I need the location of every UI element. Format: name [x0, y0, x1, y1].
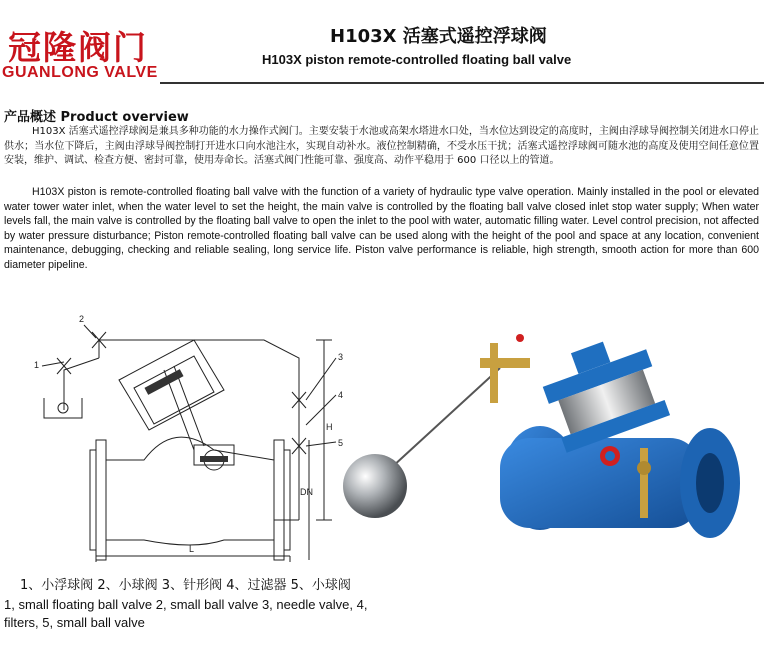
overview-heading: 产品概述 Product overview	[4, 110, 189, 125]
legend-en: 1, small floating ball valve 2, small ball valve 3, needle valve, 4, filters, 5, small ball valve	[4, 597, 368, 630]
page-title-cn: H103X 活塞式遥控浮球阀	[330, 26, 547, 47]
diagram-dim-l: L	[189, 544, 195, 554]
diagram-label-5: 5	[338, 438, 344, 448]
diagram-label-2: 2	[79, 314, 85, 324]
float-ball	[343, 454, 407, 518]
valve-section-diagram	[24, 300, 354, 568]
overview-text-en: H103X piston is remote-controlled floating ball valve with the function of a variety of hydraulic type valve operation. Mainly installed in the pool or elevated water tower water inlet, when the water level to set the height, the main valve is controlled by the floating ball valve closed inlet stop water supply; When water levels fall, the main valve is controlled by the floating ball valve to open the inlet to the pool with water, automatic filling water. Level control precision, not affected by water pressure disturbance; Piston remote-controlled floating ball valve can be used along with the height of the pool and space at any location, convenient maintenance, debugging, checking and reliable sealing, long service life. Piston valve performance is reliable, high strength, smooth action for more than 600 diameter pipeline.	[4, 186, 759, 271]
product-photo	[340, 328, 760, 568]
brand-logo-en: GUANLONG VALVE	[2, 64, 158, 81]
diagram-label-3: 3	[338, 352, 344, 362]
diagram-label-4: 4	[338, 390, 344, 400]
overview-text-cn: H103X 活塞式遥控浮球阀是兼具多种功能的水力操作式阀门。主要安装于水池或高架水塔进水口处，当水位达到设定的高度时，主阀由浮球导阀控制关闭进水口停止供水；当水位下降后，主阀由浮球导阀控制打开进水口向水池注水，实现自动补水。液位控制精确，不受水压干扰；活塞式遥控浮球阀可随水池的高度及使用空间任意位置安装，维护、调试、检查方便、密封可靠，使用寿命长。活塞式阀门性能可靠、强度高、动作平稳用于 600 口径以上的管道。	[4, 126, 759, 166]
header-divider	[160, 82, 764, 84]
legend-cn: 1、小浮球阀 2、小球阀 3、针形阀 4、过滤器 5、小球阀	[20, 578, 351, 593]
diagram-dim-dn: DN	[300, 487, 313, 497]
diagram-dim-h: H	[326, 422, 333, 432]
page-title-en: H103X piston remote-controlled floating ball valve	[262, 52, 572, 67]
diagram-label-1: 1	[34, 360, 40, 370]
brand-logo-cn: 冠隆阀门	[8, 28, 148, 67]
